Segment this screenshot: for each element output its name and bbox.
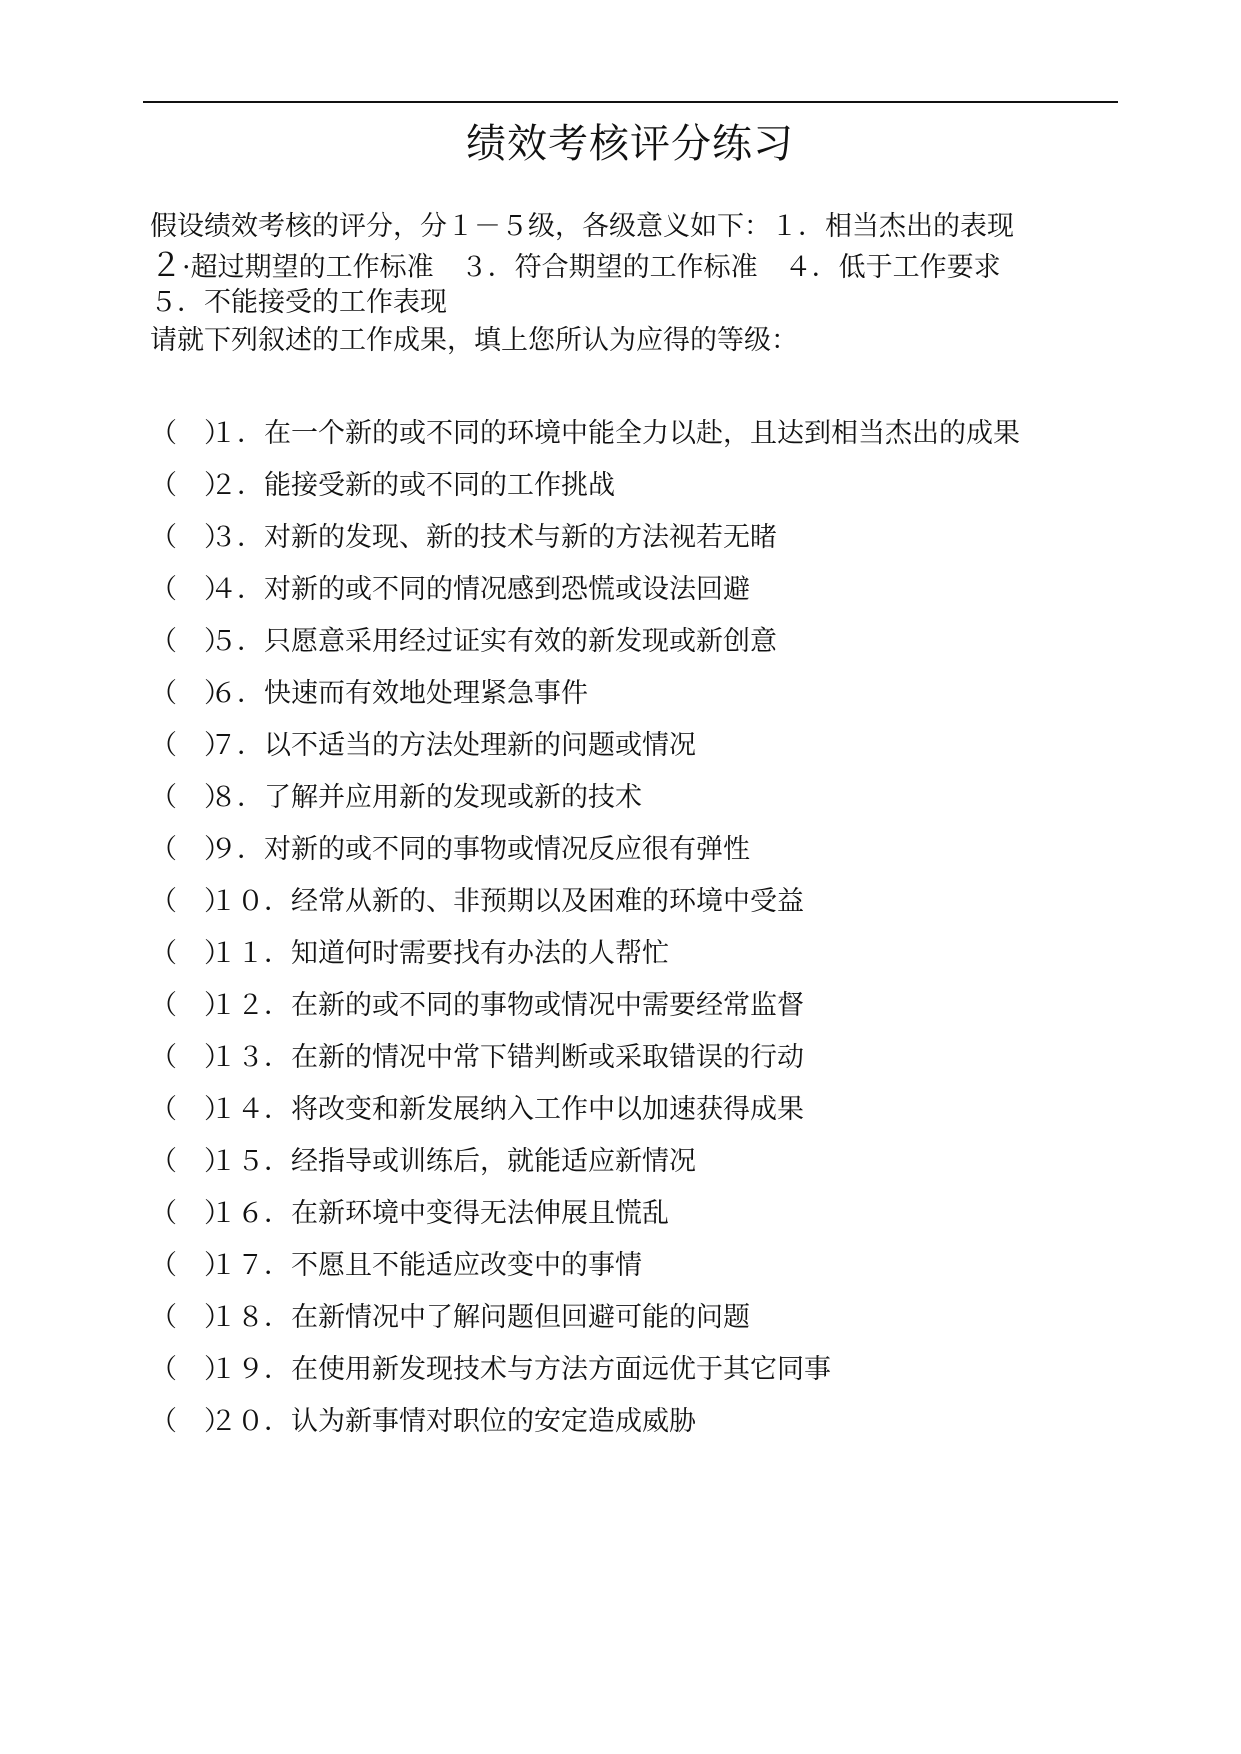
question-item-12	[150, 980, 1020, 1032]
question-item-17	[150, 1240, 1020, 1292]
question-text-10: １０．经常从新的、非预期以及困难的环境中受益	[210, 886, 804, 917]
question-item-15	[150, 1136, 1020, 1188]
question-text-17: １７．不愿且不能适应改变中的事情	[210, 1250, 642, 1281]
question-text-4: ４．对新的或不同的情况感到恐慌或设法回避	[210, 574, 750, 605]
intro-line-4: 请就下列叙述的工作成果，填上您所认为应得的等级：	[150, 325, 798, 356]
intro-line-1: 假设绩效考核的评分，分１－５级，各级意义如下：１．相当杰出的表现	[150, 211, 1014, 242]
question-item-2	[150, 460, 1020, 512]
question-text-19: １９．在使用新发现技术与方法方面远优于其它同事	[210, 1354, 831, 1385]
question-item-5	[150, 616, 1020, 668]
intro-line-2	[150, 246, 1014, 284]
answer-blank-15[interactable]: （ ）	[150, 1146, 231, 1177]
question-text-5: ５．只愿意采用经过证实有效的新发现或新创意	[210, 626, 777, 657]
answer-blank-17[interactable]: （ ）	[150, 1250, 231, 1281]
question-item-6	[150, 668, 1020, 720]
question-item-16	[150, 1188, 1020, 1240]
answer-blank-12[interactable]: （ ）	[150, 990, 231, 1021]
question-item-10	[150, 876, 1020, 928]
answer-blank-7[interactable]: （ ）	[150, 730, 231, 761]
question-item-3	[150, 512, 1020, 564]
intro-line-2-number: ２	[150, 246, 183, 284]
question-item-1	[150, 408, 1020, 460]
question-text-12: １２．在新的或不同的事物或情况中需要经常监督	[210, 990, 804, 1021]
question-item-13	[150, 1032, 1020, 1084]
question-item-7	[150, 720, 1020, 772]
top-rule	[143, 101, 1118, 103]
answer-blank-1[interactable]: （ ）	[150, 418, 231, 449]
question-text-11: １１．知道何时需要找有办法的人帮忙	[210, 938, 669, 969]
question-item-20	[150, 1396, 1020, 1448]
question-text-6: ６．快速而有效地处理紧急事件	[210, 678, 588, 709]
question-text-14: １４．将改变和新发展纳入工作中以加速获得成果	[210, 1094, 804, 1125]
answer-blank-16[interactable]: （ ）	[150, 1198, 231, 1229]
question-text-20: ２０．认为新事情对职位的安定造成威胁	[210, 1406, 696, 1437]
question-text-1: １．在一个新的或不同的环境中能全力以赴，且达到相当杰出的成果	[210, 418, 1020, 449]
intro-block	[150, 208, 1014, 360]
answer-blank-13[interactable]: （ ）	[150, 1042, 231, 1073]
answer-blank-6[interactable]: （ ）	[150, 678, 231, 709]
question-item-19	[150, 1344, 1020, 1396]
answer-blank-14[interactable]: （ ）	[150, 1094, 231, 1125]
question-item-4	[150, 564, 1020, 616]
question-item-8	[150, 772, 1020, 824]
intro-line-2-text: ·超过期望的工作标准 ３．符合期望的工作标准 ４．低于工作要求	[182, 252, 1001, 283]
question-text-7: ７．以不适当的方法处理新的问题或情况	[210, 730, 696, 761]
question-text-3: ３．对新的发现、新的技术与新的方法视若无睹	[210, 522, 777, 553]
question-text-18: １８．在新情况中了解问题但回避可能的问题	[210, 1302, 750, 1333]
answer-blank-20[interactable]: （ ）	[150, 1406, 231, 1437]
page-title: 绩效考核评分练习	[466, 121, 794, 167]
question-item-14	[150, 1084, 1020, 1136]
intro-line-3: ５．不能接受的工作表现	[150, 287, 447, 318]
question-text-2: ２．能接受新的或不同的工作挑战	[210, 470, 615, 501]
answer-blank-2[interactable]: （ ）	[150, 470, 231, 501]
answer-blank-5[interactable]: （ ）	[150, 626, 231, 657]
question-item-9	[150, 824, 1020, 876]
answer-blank-18[interactable]: （ ）	[150, 1302, 231, 1333]
question-text-16: １６．在新环境中变得无法伸展且慌乱	[210, 1198, 669, 1229]
answer-blank-8[interactable]: （ ）	[150, 782, 231, 813]
answer-blank-10[interactable]: （ ）	[150, 886, 231, 917]
answer-blank-4[interactable]: （ ）	[150, 574, 231, 605]
question-text-13: １３．在新的情况中常下错判断或采取错误的行动	[210, 1042, 804, 1073]
answer-blank-9[interactable]: （ ）	[150, 834, 231, 865]
question-text-9: ９．对新的或不同的事物或情况反应很有弹性	[210, 834, 750, 865]
question-item-18	[150, 1292, 1020, 1344]
answer-blank-11[interactable]: （ ）	[150, 938, 231, 969]
question-item-11	[150, 928, 1020, 980]
question-list	[150, 408, 1020, 1448]
question-text-8: ８．了解并应用新的发现或新的技术	[210, 782, 642, 813]
answer-blank-19[interactable]: （ ）	[150, 1354, 231, 1385]
answer-blank-3[interactable]: （ ）	[150, 522, 231, 553]
question-text-15: １５．经指导或训练后，就能适应新情况	[210, 1146, 696, 1177]
